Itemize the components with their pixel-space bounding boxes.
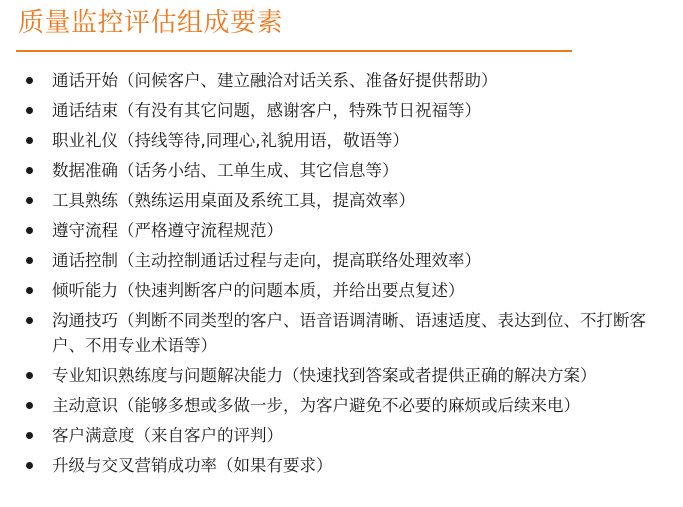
bullet-item: [24, 423, 674, 448]
bullet-text: 遵守流程（严格遵守流程规范）: [52, 221, 283, 240]
bullet-text: 升级与交叉营销成功率（如果有要求）: [52, 456, 333, 475]
bullet-item: [24, 218, 674, 243]
bullet-item: [24, 98, 674, 123]
bullet-dot-icon: [26, 462, 33, 469]
bullet-dot-icon: [26, 372, 33, 379]
bullet-text: 通话结束（有没有其它问题，感谢客户，特殊节日祝福等）: [52, 101, 481, 120]
title-underline: [16, 50, 572, 52]
bullet-dot-icon: [26, 402, 33, 409]
bullet-text: 倾听能力（快速判断客户的问题本质，并给出要点复述）: [52, 281, 465, 300]
bullet-item: [24, 248, 674, 273]
bullet-text: 主动意识（能够多想或多做一步，为客户避免不必要的麻烦或后续来电）: [52, 396, 580, 415]
bullet-dot-icon: [26, 287, 33, 294]
bullet-text: 通话开始（问候客户、建立融洽对话关系、准备好提供帮助）: [52, 71, 498, 90]
bullet-item: [24, 68, 674, 93]
bullet-item: [24, 158, 674, 183]
bullet-item: [24, 363, 674, 388]
bullet-dot-icon: [26, 317, 33, 324]
bullet-text: 沟通技巧（判断不同类型的客户、语音语调清晰、语速适度、表达到位、不打断客户、不用专业术语等）: [52, 311, 646, 355]
bullet-dot-icon: [26, 227, 33, 234]
bullet-dot-icon: [26, 167, 33, 174]
bullet-dot-icon: [26, 107, 33, 114]
bullet-item: [24, 188, 674, 213]
bullet-item: [24, 278, 674, 303]
bullet-item: [24, 128, 674, 153]
bullet-text: 客户满意度（来自客户的评判）: [52, 426, 283, 445]
bullet-dot-icon: [26, 197, 33, 204]
bullet-text: 专业知识熟练度与问题解决能力（快速找到答案或者提供正确的解决方案）: [52, 366, 597, 385]
bullet-list: [24, 68, 674, 483]
bullet-dot-icon: [26, 137, 33, 144]
bullet-text: 通话控制（主动控制通话过程与走向，提高联络处理效率）: [52, 251, 481, 270]
bullet-item: [24, 453, 674, 478]
bullet-item: [24, 308, 674, 358]
bullet-dot-icon: [26, 77, 33, 84]
bullet-dot-icon: [26, 257, 33, 264]
bullet-item: [24, 393, 674, 418]
bullet-dot-icon: [26, 432, 33, 439]
bullet-text: 工具熟练（熟练运用桌面及系统工具，提高效率）: [52, 191, 415, 210]
slide-title: 质量监控评估组成要素: [18, 8, 284, 38]
bullet-text: 数据准确（话务小结、工单生成、其它信息等）: [52, 161, 399, 180]
bullet-text: 职业礼仪（持线等待,同理心,礼貌用语，敬语等）: [52, 131, 409, 150]
